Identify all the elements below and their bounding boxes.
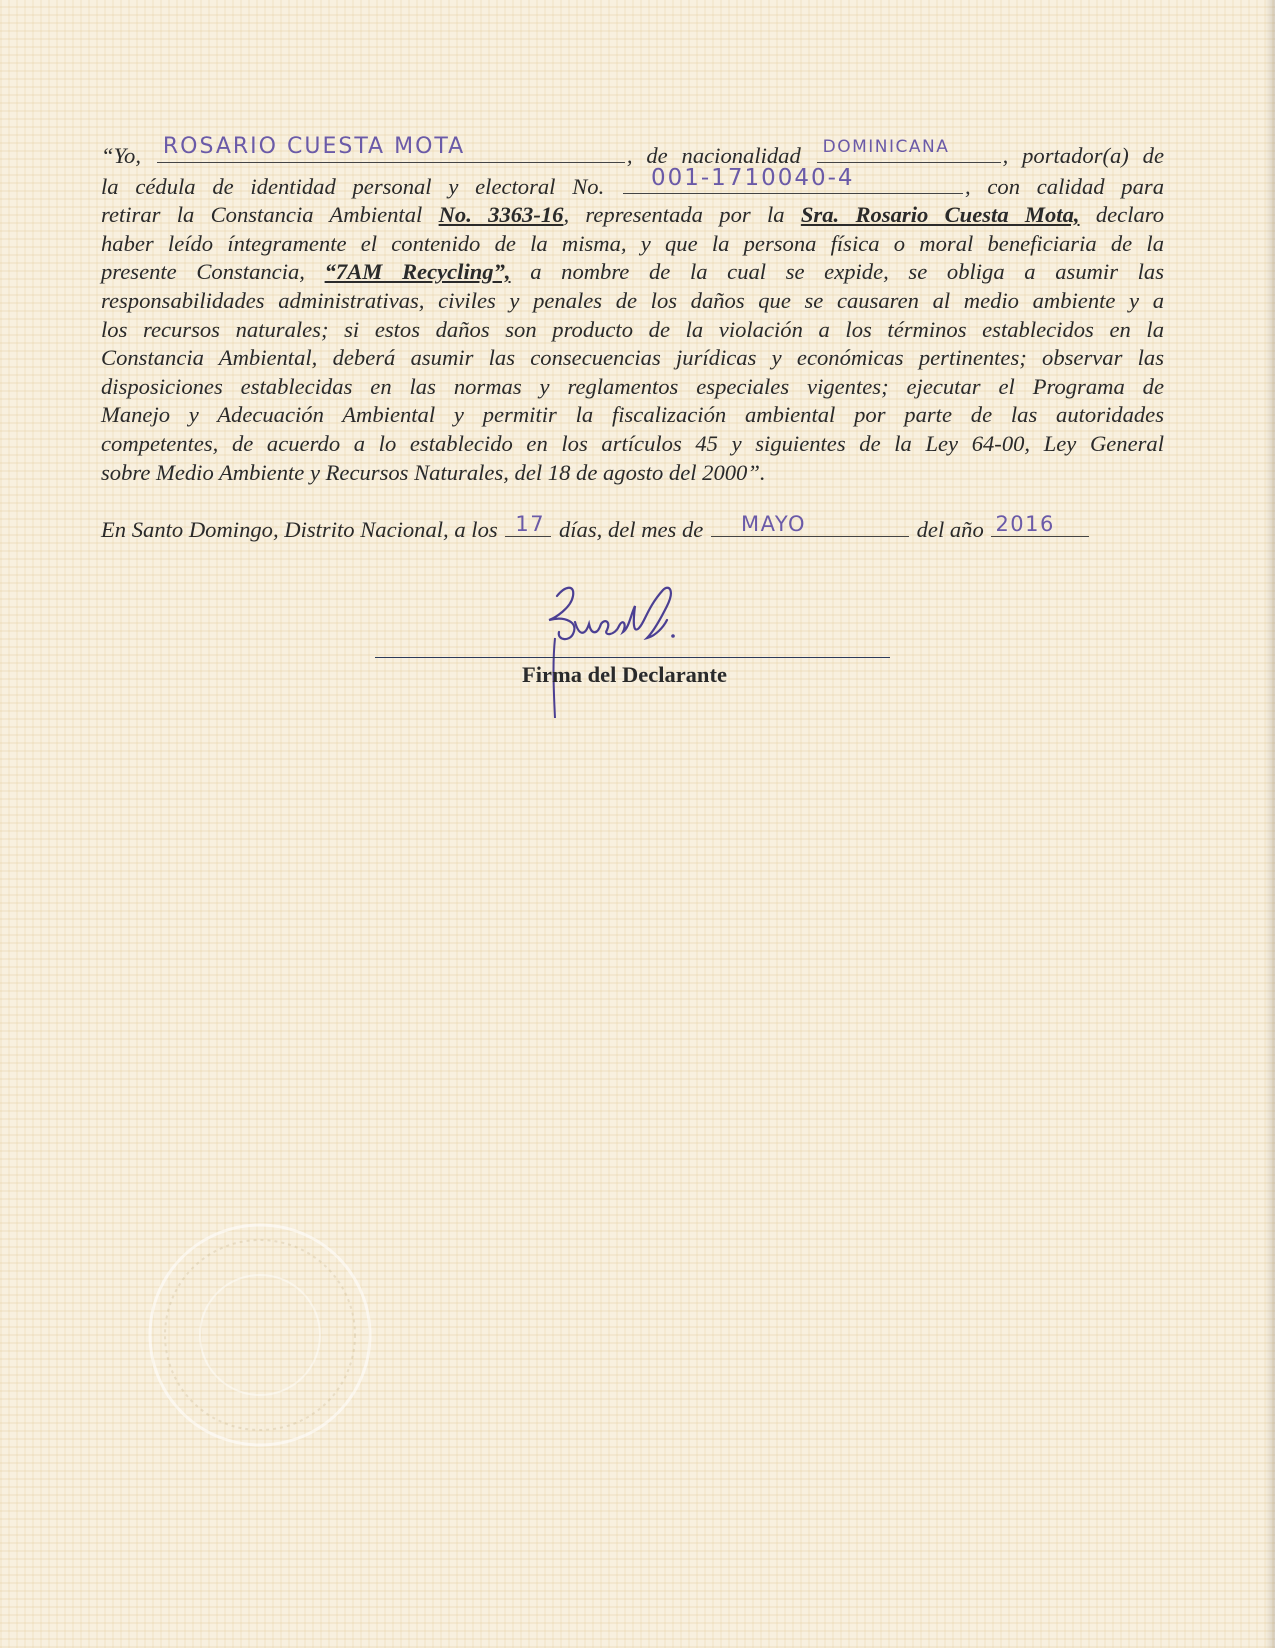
constancia-number: No. 3363-16 bbox=[438, 202, 564, 228]
signature-label: Firma del Declarante bbox=[522, 662, 727, 687]
date-prefix: En Santo Domingo, Distrito Nacional, a los bbox=[101, 517, 498, 542]
declaration-line-9: disposiciones establecidas en las normas y reglamentos especiales vigentes; ejecutar el Programa de bbox=[101, 373, 1164, 399]
nacionalidad-text: , de nacionalidad bbox=[626, 143, 801, 168]
del-ano-text: del año bbox=[916, 517, 984, 542]
yo-text: “Yo, bbox=[101, 143, 142, 168]
representada-text: , representada por la bbox=[563, 202, 785, 228]
declaration-line-1 bbox=[101, 134, 1164, 171]
signature-line bbox=[375, 657, 890, 658]
dias-text: días, del mes de bbox=[558, 517, 704, 542]
date-line bbox=[101, 514, 1091, 543]
month-field bbox=[711, 514, 909, 537]
retirar-text: retirar la Constancia Ambiental bbox=[101, 202, 423, 228]
presente-text: presente Constancia, bbox=[101, 259, 305, 285]
declaration-line-8: Constancia Ambiental, deberá asumir las consecuencias jurídicas y económicas pertinentes; observar las bbox=[101, 345, 1164, 371]
line5-rest: a nombre de la cual se expide, se obliga a asumir las bbox=[530, 259, 1165, 285]
year-handwritten: 2016 bbox=[995, 512, 1055, 536]
declaration-line-10: Manejo y Adecuación Ambiental y permitir la fiscalización ambiental por parte de las autoridades bbox=[101, 402, 1164, 428]
declaration-line-11: competentes, de acuerdo a lo establecido en los artículos 45 y siguientes de la Ley 64-00, Ley General bbox=[101, 430, 1164, 456]
name-handwritten: ROSARIO CUESTA MOTA bbox=[162, 134, 466, 160]
con-calidad-text: , con calidad para bbox=[964, 173, 1164, 199]
year-field bbox=[991, 514, 1089, 537]
declaration-line-12: sobre Medio Ambiente y Recursos Naturales, del 18 de agosto del 2000”. bbox=[101, 459, 766, 485]
representative-name: Sra. Rosario Cuesta Mota, bbox=[800, 202, 1080, 228]
cedula-text: la cédula de identidad personal y electoral No. bbox=[101, 173, 605, 199]
declaro-text: declaro bbox=[1095, 202, 1165, 228]
declaration-paragraph bbox=[101, 134, 1165, 487]
cedula-handwritten: 001-1710040-4 bbox=[650, 165, 855, 191]
portador-text: , portador(a) de bbox=[1002, 143, 1164, 168]
declaration-line-3 bbox=[101, 201, 1164, 230]
cedula-field bbox=[623, 165, 963, 194]
nationality-handwritten: DOMINICANA bbox=[822, 137, 950, 158]
scan-edge-shadow bbox=[1265, 0, 1275, 1648]
signature-image bbox=[535, 578, 715, 728]
embossed-seal bbox=[140, 1215, 380, 1455]
name-field bbox=[157, 134, 625, 163]
declaration-line-7: los recursos naturales; si estos daños son producto de la violación a los términos establecidos en la bbox=[101, 316, 1164, 342]
declaration-line-4: haber leído íntegramente el contenido de la misma, y que la persona física o moral beneficiaria de la bbox=[101, 230, 1164, 256]
declaration-line-5 bbox=[101, 258, 1164, 287]
nationality-field bbox=[817, 137, 1001, 163]
declaration-line-6: responsabilidades administrativas, civiles y penales de los daños que se causaren al medio ambiente y a bbox=[101, 287, 1164, 313]
company-name: “7AM Recycling”, bbox=[324, 259, 511, 285]
day-handwritten: 17 bbox=[515, 512, 546, 536]
declaration-line-2 bbox=[101, 165, 1164, 202]
month-handwritten: MAYO bbox=[740, 512, 807, 536]
day-field bbox=[505, 514, 551, 537]
